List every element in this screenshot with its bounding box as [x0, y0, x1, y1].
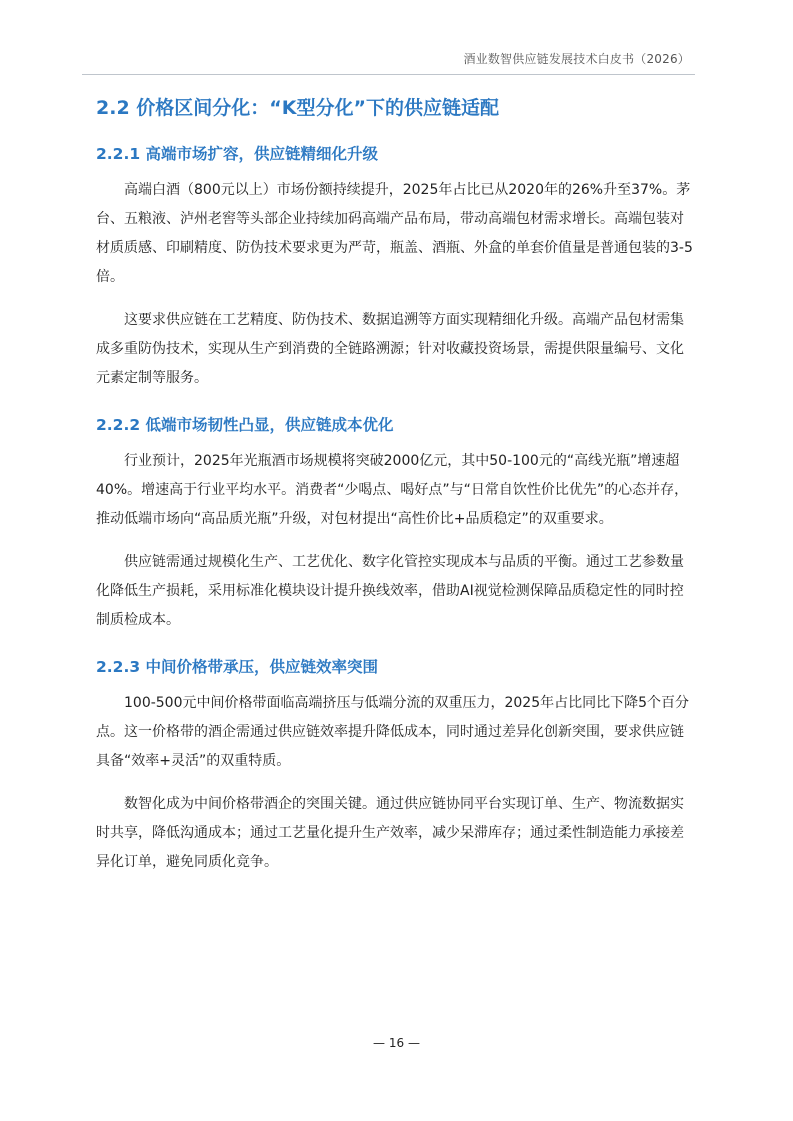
subsection-mid-price-market	[96, 655, 697, 877]
subsection-title: 2.2.1 高端市场扩容，供应链精细化升级	[96, 145, 379, 163]
subsection-title: 2.2.3 中间价格带承压，供应链效率突围	[96, 658, 379, 676]
header-divider	[82, 74, 695, 75]
subsection-high-end-market	[96, 142, 697, 393]
subsection-low-end-market	[96, 413, 697, 635]
document-body	[96, 94, 697, 891]
running-header-title: 酒业数智供应链发展技术白皮书（2026）	[463, 52, 690, 66]
paragraph: 供应链需通过规模化生产、工艺优化、数字化管控实现成本与品质的平衡。通过工艺参数量化降低生产损耗，采用标准化模块设计提升换线效率，借助AI视觉检测保障品质稳定性的同时控制质检成本。	[96, 554, 684, 628]
subsection-title: 2.2.2 低端市场韧性凸显，供应链成本优化	[96, 416, 394, 434]
paragraph: 数智化成为中间价格带酒企的突围关键。通过供应链协同平台实现订单、生产、物流数据实时共享，降低沟通成本；通过工艺量化提升生产效率，减少呆滞库存；通过柔性制造能力承接差异化订单，避免同质化竞争。	[96, 796, 684, 870]
page-number: — 16 —	[373, 1036, 420, 1050]
paragraph: 高端白酒（800元以上）市场份额持续提升，2025年占比已从2020年的26%升至37%。茅台、五粮液、泸州老窖等头部企业持续加码高端产品布局，带动高端包材需求增长。高端包装对材质质感、印刷精度、防伪技术要求更为严苛，瓶盖、酒瓶、外盒的单套价值量是普通包装的3-5倍。	[96, 182, 693, 285]
paragraph: 这要求供应链在工艺精度、防伪技术、数据追溯等方面实现精细化升级。高端产品包材需集成多重防伪技术，实现从生产到消费的全链路溯源；针对收藏投资场景，需提供限量编号、文化元素定制等服务。	[96, 312, 684, 386]
paragraph: 行业预计，2025年光瓶酒市场规模将突破2000亿元，其中50-100元的“高线光瓶”增速超40%。增速高于行业平均水平。消费者“少喝点、喝好点”与“日常自饮性价比优先”的心态并存，推动低端市场向“高品质光瓶”升级，对包材提出“高性价比+品质稳定”的双重要求。	[96, 453, 689, 527]
section-title: 2.2 价格区间分化：“K型分化”下的供应链适配	[96, 97, 499, 119]
paragraph: 100-500元中间价格带面临高端挤压与低端分流的双重压力，2025年占比同比下降5个百分点。这一价格带的酒企需通过供应链效率提升降低成本，同时通过差异化创新突围，要求供应链具备“效率+灵活”的双重特质。	[96, 695, 690, 769]
